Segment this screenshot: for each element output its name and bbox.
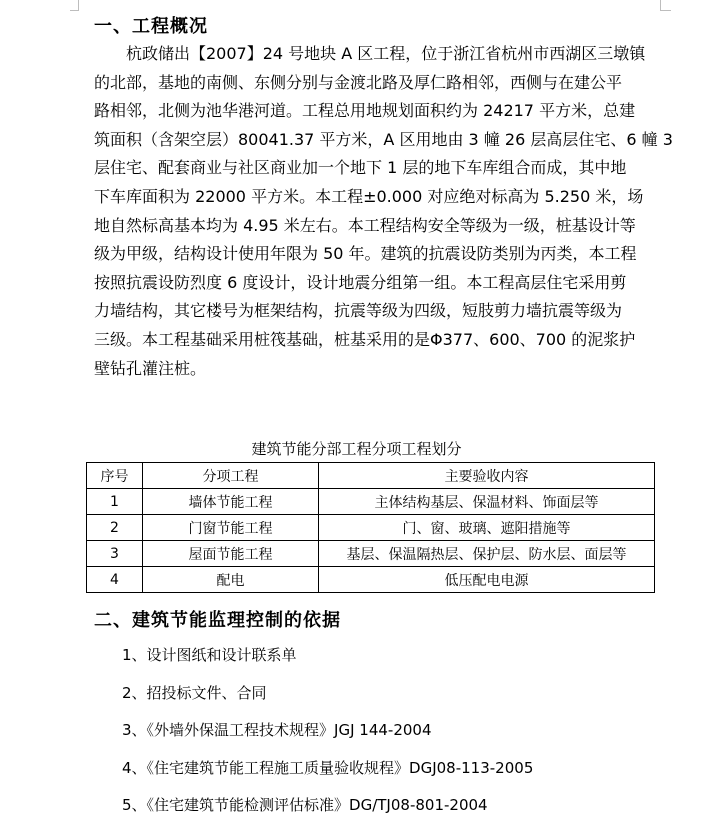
margin-corner-mark [70, 0, 79, 11]
cell-item: 配电 [143, 567, 319, 593]
table-row [87, 515, 655, 541]
section-heading-overview: 一、工程概况 [94, 16, 208, 37]
paragraph-line: 下车库面积为 22000 平方米。本工程±0.000 对应绝对标高为 5.250 米，场 [94, 186, 644, 206]
overview-paragraph [94, 40, 673, 383]
cell-index: 2 [87, 515, 143, 541]
basis-list-item: 1、设计图纸和设计联系单 [122, 646, 297, 664]
paragraph-line: 按照抗震设防烈度 6 度设计，设计地震分组第一组。本工程高层住宅采用剪 [94, 272, 627, 292]
paragraph-line: 层住宅、配套商业与社区商业加一个地下 1 层的地下车库组合而成，其中地 [94, 158, 627, 178]
cell-content: 门、窗、玻璃、遮阳措施等 [319, 515, 655, 541]
paragraph-line: 杭政储出【2007】24 号地块 A 区工程，位于浙江省杭州市西湖区三墩镇 [126, 44, 646, 63]
paragraph-line: 力墙结构，其它楼号为框架结构，抗震等级为四级，短肢剪力墙抗震等级为 [94, 301, 623, 321]
cell-content: 基层、保温隔热层、保护层、防水层、面层等 [319, 541, 655, 567]
header-content: 主要验收内容 [319, 463, 655, 489]
table-header-row [87, 463, 655, 489]
table-row [87, 567, 655, 593]
header-item: 分项工程 [143, 463, 319, 489]
table-row [87, 489, 655, 515]
margin-corner-mark [660, 0, 671, 11]
paragraph-line: 三级。本工程基础采用桩筏基础，桩基采用的是Φ377、600、700 的泥浆护 [94, 329, 636, 349]
paragraph-line: 壁钻孔灌注桩。 [94, 358, 207, 378]
header-index: 序号 [87, 463, 143, 489]
cell-index: 3 [87, 541, 143, 567]
basis-list-item: 2、招投标文件、合同 [122, 684, 267, 702]
paragraph-line: 筑面积（含架空层）80041.37 平方米，A 区用地由 3 幢 26 层高层住宅、6 幢 3 [94, 129, 673, 149]
cell-item: 门窗节能工程 [143, 515, 319, 541]
table-row [87, 541, 655, 567]
basis-list-item: 3、《外墙外保温工程技术规程》JGJ 144-2004 [122, 721, 432, 739]
paragraph-line: 级为甲级，结构设计使用年限为 50 年。建筑的抗震设防类别为丙类，本工程 [94, 244, 637, 264]
basis-list-item: 5、《住宅建筑节能检测评估标准》DG/TJ08-801-2004 [122, 796, 488, 814]
cell-index: 4 [87, 567, 143, 593]
cell-content: 低压配电电源 [319, 567, 655, 593]
paragraph-line: 地自然标高基本均为 4.95 米左右。本工程结构安全等级为一级，桩基设计等 [94, 215, 636, 235]
cell-index: 1 [87, 489, 143, 515]
paragraph-line: 路相邻，北侧为池华港河道。工程总用地规划面积约为 24217 平方米，总建 [94, 101, 636, 121]
paragraph-line: 的北部，基地的南侧、东侧分别与金渡北路及厚仁路相邻，西侧与在建公平 [94, 72, 623, 92]
cell-item: 墙体节能工程 [143, 489, 319, 515]
subdivision-table [86, 462, 655, 593]
cell-item: 屋面节能工程 [143, 541, 319, 567]
table-caption: 建筑节能分部工程分项工程划分 [251, 440, 462, 458]
section-heading-basis: 二、建筑节能监理控制的依据 [94, 610, 341, 631]
basis-list-item: 4、《住宅建筑节能工程施工质量验收规程》DGJ08-113-2005 [122, 759, 534, 777]
cell-content: 主体结构基层、保温材料、饰面层等 [319, 489, 655, 515]
